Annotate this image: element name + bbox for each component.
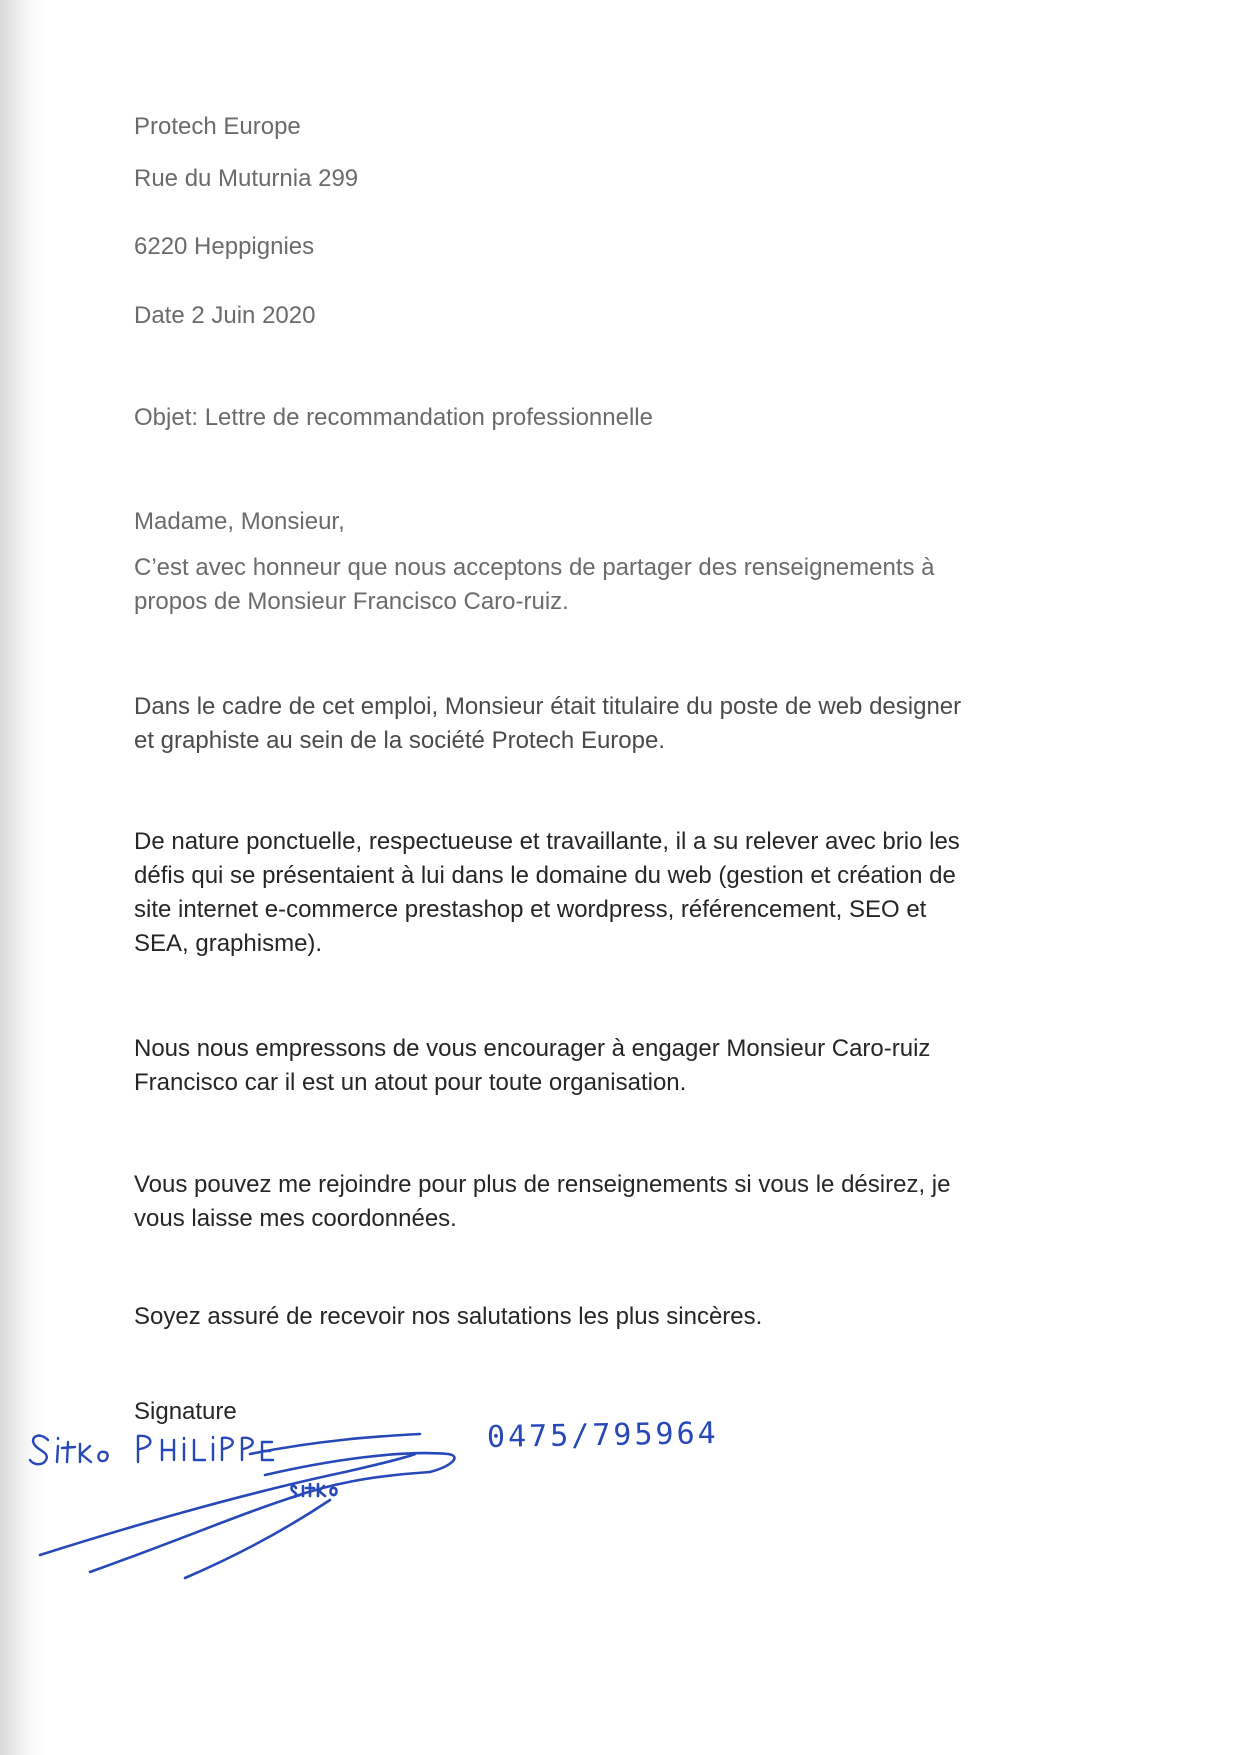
letter-date: Date 2 Juin 2020 — [134, 302, 316, 329]
handwritten-phone-number: 0475/795964 — [486, 1415, 719, 1456]
paragraph-5-line-1: Vous pouvez me rejoindre pour plus de renseignements si vous le désirez, je — [134, 1171, 951, 1198]
sender-city: 6220 Heppignies — [134, 233, 315, 260]
paragraph-5 — [134, 1168, 1114, 1236]
sender-company: Protech Europe — [134, 113, 301, 140]
paragraph-2-line-1: Dans le cadre de cet emploi, Monsieur était titulaire du poste de web designer — [134, 693, 962, 720]
paragraph-4-line-1: Nous nous empressons de vous encourager à engager Monsieur Caro-ruiz — [134, 1035, 931, 1062]
paragraph-1 — [134, 551, 1114, 619]
letter-salutation: Madame, Monsieur, — [134, 508, 345, 535]
handwritten-signature — [0, 1380, 1240, 1600]
letter-closing: Soyez assuré de recevoir nos salutations les plus sincères. — [134, 1303, 763, 1330]
paragraph-1-line-1: C’est avec honneur que nous acceptons de partager des renseignements à — [134, 554, 935, 581]
paragraph-2-line-2: et graphiste au sein de la société Protech Europe. — [134, 727, 665, 754]
sender-street: Rue du Muturnia 299 — [134, 165, 359, 192]
paragraph-4-line-2: Francisco car il est un atout pour toute organisation. — [134, 1069, 687, 1096]
paragraph-3-line-4: SEA, graphisme). — [134, 930, 323, 957]
paragraph-3-line-1: De nature ponctuelle, respectueuse et travaillante, il a su relever avec brio les — [134, 828, 960, 855]
signature-name-strokes — [30, 1436, 273, 1465]
signature-label: Signature — [134, 1398, 237, 1425]
paragraph-3 — [134, 825, 1114, 961]
paragraph-3-line-3: site internet e-commerce prestashop et wordpress, référencement, SEO et — [134, 896, 927, 923]
paragraph-4 — [134, 1032, 1114, 1100]
paragraph-1-line-2: propos de Monsieur Francisco Caro-ruiz. — [134, 588, 569, 615]
letter-subject: Objet: Lettre de recommandation professionnelle — [134, 404, 653, 431]
paragraph-3-line-2: défis qui se présentaient à lui dans le domaine du web (gestion et création de — [134, 862, 956, 889]
signature-flourish-strokes — [40, 1434, 454, 1578]
paragraph-2 — [134, 690, 1114, 758]
paragraph-5-line-2: vous laisse mes coordonnées. — [134, 1205, 457, 1232]
